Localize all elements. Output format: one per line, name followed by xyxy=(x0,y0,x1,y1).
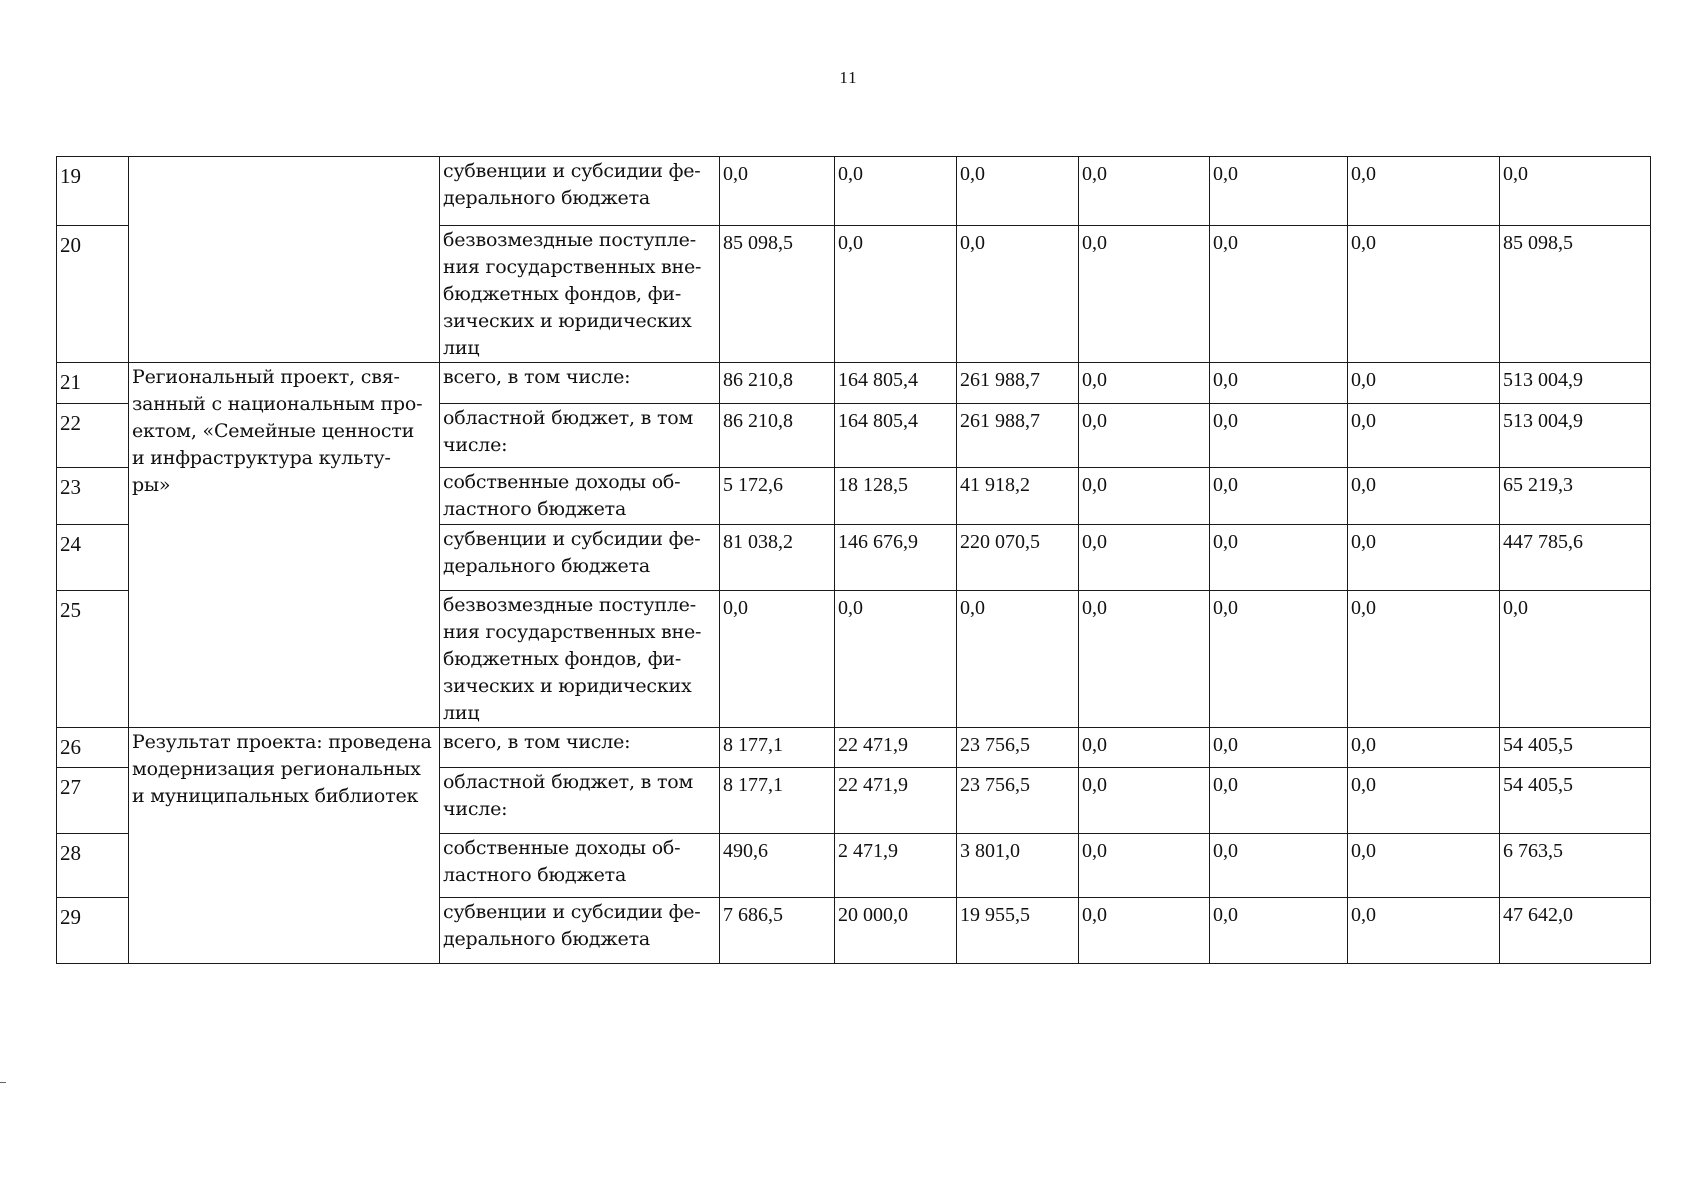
row-number-cell: 20 xyxy=(57,226,129,363)
value-cell: 86 210,8 xyxy=(720,404,835,468)
funding-source-line: ния государственных вне- xyxy=(443,621,702,643)
value-cell: 23 756,5 xyxy=(957,768,1079,834)
value-cell: 220 070,5 xyxy=(957,525,1079,591)
project-name-cell xyxy=(129,363,440,728)
value-cell: 0,0 xyxy=(1079,226,1210,363)
row-number-cell: 29 xyxy=(57,898,129,964)
value-cell: 0,0 xyxy=(1210,468,1348,525)
value-cell: 0,0 xyxy=(835,157,957,226)
value-cell: 0,0 xyxy=(1079,157,1210,226)
value-cell: 0,0 xyxy=(1348,728,1500,768)
value-cell: 0,0 xyxy=(1079,768,1210,834)
page-number: 11 xyxy=(839,68,858,87)
table-row xyxy=(57,157,1651,226)
value-cell: 0,0 xyxy=(1079,728,1210,768)
row-number-cell: 19 xyxy=(57,157,129,226)
funding-source-cell xyxy=(440,525,720,591)
funding-source-cell xyxy=(440,226,720,363)
value-cell: 0,0 xyxy=(1210,404,1348,468)
total-value-cell: 447 785,6 xyxy=(1500,525,1651,591)
total-value-cell: 85 098,5 xyxy=(1500,226,1651,363)
value-cell: 0,0 xyxy=(1348,834,1500,898)
funding-source-line: ластного бюджета xyxy=(443,864,627,886)
funding-source-line: зических и юридических xyxy=(443,310,692,332)
value-cell: 0,0 xyxy=(1348,404,1500,468)
value-cell: 0,0 xyxy=(1348,363,1500,404)
funding-source-line: числе: xyxy=(443,434,508,456)
value-cell: 0,0 xyxy=(1210,363,1348,404)
funding-source-cell xyxy=(440,591,720,728)
total-value-cell: 65 219,3 xyxy=(1500,468,1651,525)
value-cell: 164 805,4 xyxy=(835,363,957,404)
project-name-line: и инфраструктура культу- xyxy=(132,447,391,469)
value-cell: 18 128,5 xyxy=(835,468,957,525)
project-name-line: занный с национальным про- xyxy=(132,393,423,415)
value-cell: 0,0 xyxy=(1079,468,1210,525)
value-cell: 261 988,7 xyxy=(957,404,1079,468)
value-cell: 490,6 xyxy=(720,834,835,898)
total-value-cell: 6 763,5 xyxy=(1500,834,1651,898)
value-cell: 0,0 xyxy=(1348,591,1500,728)
value-cell: 0,0 xyxy=(1348,226,1500,363)
funding-source-line: числе: xyxy=(443,798,508,820)
value-cell: 19 955,5 xyxy=(957,898,1079,964)
funding-source-cell xyxy=(440,768,720,834)
value-cell: 0,0 xyxy=(720,591,835,728)
budget-table-body xyxy=(57,157,1651,964)
funding-source-line: всего, в том числе: xyxy=(443,366,631,388)
funding-source-line: собственные доходы об- xyxy=(443,471,681,493)
funding-source-line: безвозмездные поступле- xyxy=(443,594,696,616)
value-cell: 0,0 xyxy=(1079,898,1210,964)
funding-source-line: бюджетных фондов, фи- xyxy=(443,648,682,670)
total-value-cell: 0,0 xyxy=(1500,591,1651,728)
value-cell: 8 177,1 xyxy=(720,728,835,768)
value-cell: 261 988,7 xyxy=(957,363,1079,404)
value-cell: 41 918,2 xyxy=(957,468,1079,525)
value-cell: 2 471,9 xyxy=(835,834,957,898)
value-cell: 0,0 xyxy=(1079,525,1210,591)
funding-source-line: всего, в том числе: xyxy=(443,731,631,753)
value-cell: 0,0 xyxy=(1348,525,1500,591)
project-name-line: Результат проекта: проведена xyxy=(132,731,432,753)
project-name-line: ектом, «Семейные ценности xyxy=(132,420,415,442)
value-cell: 86 210,8 xyxy=(720,363,835,404)
funding-source-cell xyxy=(440,157,720,226)
value-cell: 81 038,2 xyxy=(720,525,835,591)
value-cell: 0,0 xyxy=(1210,834,1348,898)
value-cell: 22 471,9 xyxy=(835,768,957,834)
project-name-line: модернизация региональных xyxy=(132,758,421,780)
value-cell: 3 801,0 xyxy=(957,834,1079,898)
value-cell: 22 471,9 xyxy=(835,728,957,768)
funding-source-line: лиц xyxy=(443,337,480,359)
value-cell: 85 098,5 xyxy=(720,226,835,363)
budget-table xyxy=(56,156,1651,964)
value-cell: 7 686,5 xyxy=(720,898,835,964)
total-value-cell: 0,0 xyxy=(1500,157,1651,226)
value-cell: 146 676,9 xyxy=(835,525,957,591)
funding-source-line: ластного бюджета xyxy=(443,498,627,520)
funding-source-cell xyxy=(440,404,720,468)
funding-source-cell xyxy=(440,834,720,898)
row-number-cell: 27 xyxy=(57,768,129,834)
funding-source-line: дерального бюджета xyxy=(443,928,651,950)
project-name-line: и муниципальных библиотек xyxy=(132,785,419,807)
funding-source-line: ния государственных вне- xyxy=(443,256,702,278)
value-cell: 0,0 xyxy=(1210,226,1348,363)
value-cell: 0,0 xyxy=(957,226,1079,363)
total-value-cell: 513 004,9 xyxy=(1500,404,1651,468)
value-cell: 0,0 xyxy=(1210,768,1348,834)
value-cell: 0,0 xyxy=(1210,591,1348,728)
scan-edge-mark xyxy=(0,1082,6,1083)
table-row xyxy=(57,363,1651,404)
total-value-cell: 513 004,9 xyxy=(1500,363,1651,404)
total-value-cell: 54 405,5 xyxy=(1500,728,1651,768)
funding-source-line: зических и юридических xyxy=(443,675,692,697)
value-cell: 5 172,6 xyxy=(720,468,835,525)
row-number-cell: 21 xyxy=(57,363,129,404)
value-cell: 0,0 xyxy=(835,591,957,728)
funding-source-line: субвенции и субсидии фе- xyxy=(443,528,701,550)
value-cell: 0,0 xyxy=(1348,768,1500,834)
project-name-cell xyxy=(129,728,440,964)
value-cell: 0,0 xyxy=(1079,404,1210,468)
table-row xyxy=(57,728,1651,768)
row-number-cell: 28 xyxy=(57,834,129,898)
value-cell: 0,0 xyxy=(957,591,1079,728)
value-cell: 0,0 xyxy=(1348,468,1500,525)
row-number-cell: 24 xyxy=(57,525,129,591)
value-cell: 0,0 xyxy=(1079,834,1210,898)
total-value-cell: 54 405,5 xyxy=(1500,768,1651,834)
value-cell: 0,0 xyxy=(1210,525,1348,591)
row-number-cell: 25 xyxy=(57,591,129,728)
total-value-cell: 47 642,0 xyxy=(1500,898,1651,964)
funding-source-line: безвозмездные поступле- xyxy=(443,229,696,251)
funding-source-line: собственные доходы об- xyxy=(443,837,681,859)
value-cell: 0,0 xyxy=(720,157,835,226)
project-name-line: Региональный проект, свя- xyxy=(132,366,400,388)
funding-source-line: субвенции и субсидии фе- xyxy=(443,160,701,182)
value-cell: 0,0 xyxy=(1210,898,1348,964)
funding-source-line: субвенции и субсидии фе- xyxy=(443,901,701,923)
value-cell: 20 000,0 xyxy=(835,898,957,964)
funding-source-cell xyxy=(440,728,720,768)
funding-source-line: областной бюджет, в том xyxy=(443,771,694,793)
value-cell: 0,0 xyxy=(835,226,957,363)
value-cell: 23 756,5 xyxy=(957,728,1079,768)
funding-source-line: дерального бюджета xyxy=(443,555,651,577)
funding-source-line: бюджетных фондов, фи- xyxy=(443,283,682,305)
value-cell: 0,0 xyxy=(957,157,1079,226)
row-number-cell: 26 xyxy=(57,728,129,768)
value-cell: 0,0 xyxy=(1348,898,1500,964)
funding-source-cell xyxy=(440,468,720,525)
project-name-cell xyxy=(129,157,440,363)
value-cell: 0,0 xyxy=(1210,157,1348,226)
row-number-cell: 23 xyxy=(57,468,129,525)
funding-source-cell xyxy=(440,898,720,964)
funding-source-cell xyxy=(440,363,720,404)
value-cell: 164 805,4 xyxy=(835,404,957,468)
value-cell: 0,0 xyxy=(1079,363,1210,404)
row-number-cell: 22 xyxy=(57,404,129,468)
value-cell: 0,0 xyxy=(1210,728,1348,768)
value-cell: 0,0 xyxy=(1079,591,1210,728)
funding-source-line: лиц xyxy=(443,702,480,724)
value-cell: 8 177,1 xyxy=(720,768,835,834)
funding-source-line: дерального бюджета xyxy=(443,187,651,209)
project-name-line: ры» xyxy=(132,474,171,496)
value-cell: 0,0 xyxy=(1348,157,1500,226)
funding-source-line: областной бюджет, в том xyxy=(443,407,694,429)
